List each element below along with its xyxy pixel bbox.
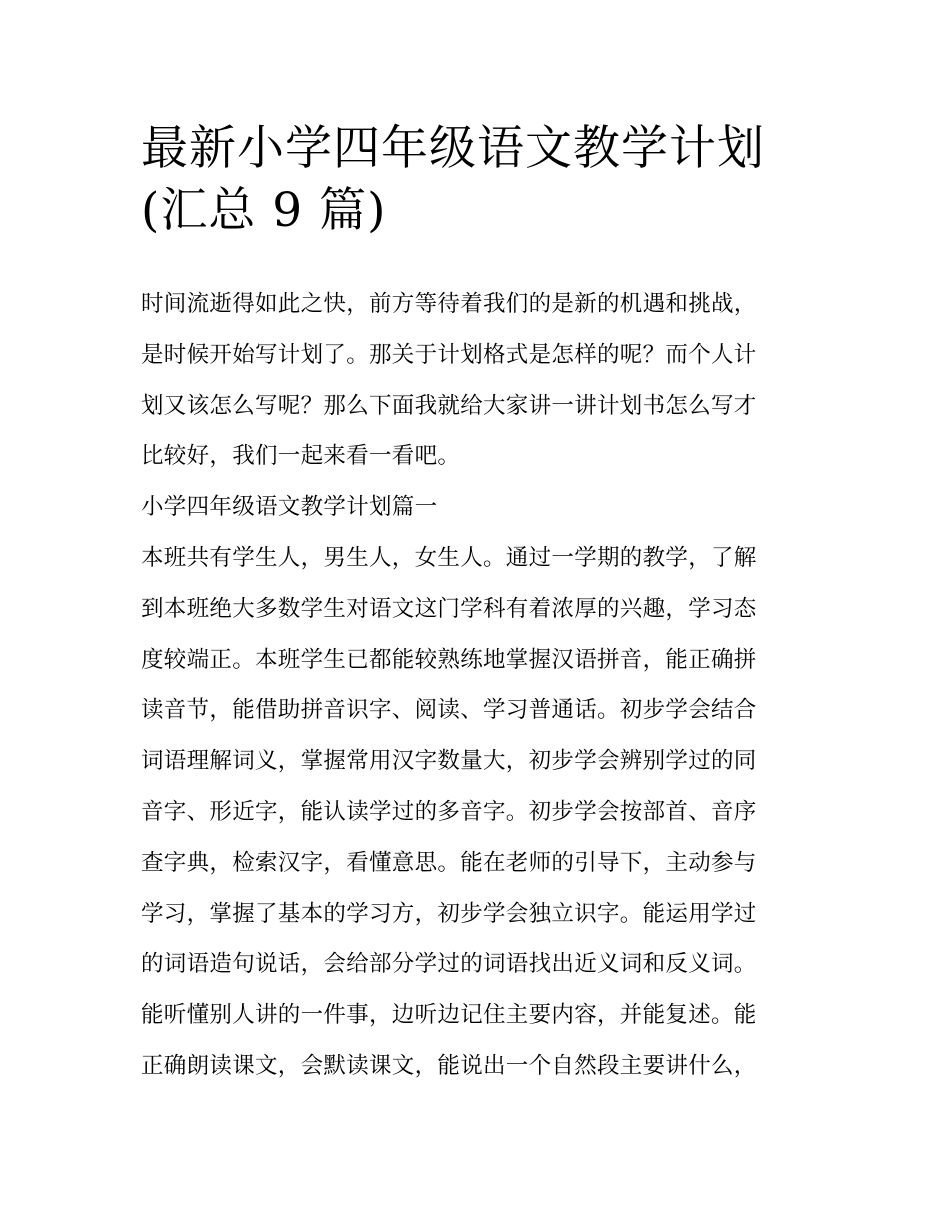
document-body xyxy=(141,279,821,1092)
body-line: 查字典，检索汉字，看懂意思。能在老师的引导下，主动参与 xyxy=(141,849,757,876)
body-line: 本班共有学生人，男生人，女生人。通过一学期的教学，了解 xyxy=(141,544,757,571)
body-line: 的词语造句说话，会给部分学过的词语找出近义词和反义词。 xyxy=(141,951,757,978)
body-line: 是时候开始写计划了。那关于计划格式是怎样的呢？而个人计 xyxy=(141,341,757,368)
section-heading: 小学四年级语文教学计划篇一 xyxy=(141,494,438,521)
body-line: 正确朗读课文，会默读课文，能说出一个自然段主要讲什么， xyxy=(141,1052,757,1079)
title-line: 最新小学四年级语文教学计划 xyxy=(141,121,765,176)
body-line: 能听懂别人讲的一件事，边听边记住主要内容，并能复述。能 xyxy=(141,1002,757,1029)
document-title xyxy=(141,118,821,242)
body-line: 读音节，能借助拼音识字、阅读、学习普通话。初步学会结合 xyxy=(141,697,757,724)
body-line: 度较端正。本班学生已都能较熟练地掌握汉语拼音，能正确拼 xyxy=(141,646,757,673)
body-line: 比较好，我们一起来看一看吧。 xyxy=(141,443,461,470)
body-line: 学习，掌握了基本的学习方，初步学会独立识字。能运用学过 xyxy=(141,900,757,927)
body-line: 到本班绝大多数学生对语文这门学科有着浓厚的兴趣，学习态 xyxy=(141,595,757,622)
body-line: 划又该怎么写呢？那么下面我就给大家讲一讲计划书怎么写才 xyxy=(141,392,757,419)
body-line: 时间流逝得如此之快，前方等待着我们的是新的机遇和挑战， xyxy=(141,291,757,317)
body-line: 词语理解词义，掌握常用汉字数量大，初步学会辨别学过的同 xyxy=(141,748,757,775)
title-line: (汇总 9 篇) xyxy=(141,183,387,238)
body-line: 音字、形近字，能认读学过的多音字。初步学会按部首、音序 xyxy=(141,798,757,825)
